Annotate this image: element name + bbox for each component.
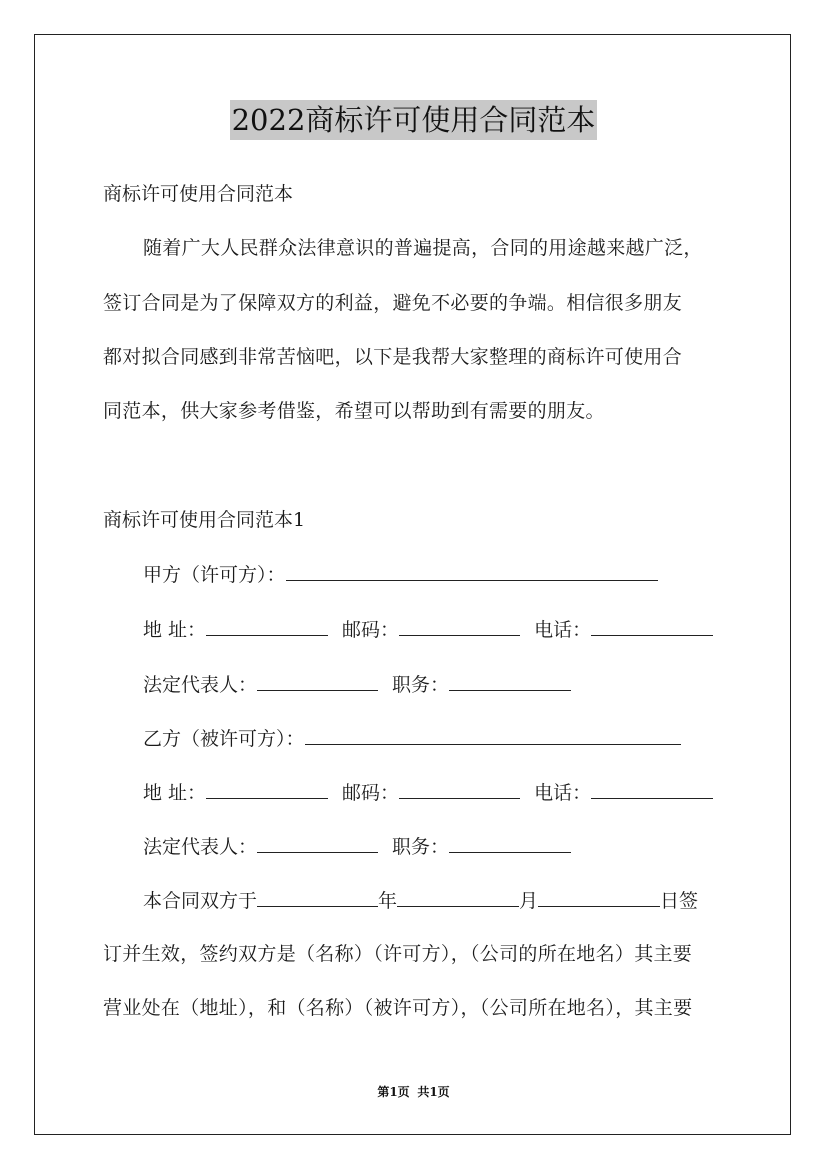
party-b-rep-row xyxy=(143,834,571,859)
party-b-contact-row xyxy=(143,780,713,805)
intro-line-2: 签订合同是为了保障双方的利益，避免不必要的争端。相信很多朋友 xyxy=(103,292,683,314)
body-line-2: 营业处在（地址），和（名称）（被许可方），（公司所在地名），其主要 xyxy=(103,997,693,1019)
signing-year-blank[interactable] xyxy=(257,888,378,907)
party-a-name-blank[interactable] xyxy=(286,562,658,581)
party-b-row xyxy=(143,726,681,751)
party-a-contact-row xyxy=(143,617,713,642)
signing-day-blank[interactable] xyxy=(538,888,660,907)
party-a-address-blank[interactable] xyxy=(206,617,328,636)
signing-year-label: 年 xyxy=(378,890,398,912)
party-a-label: 甲方（许可方）： xyxy=(143,564,286,586)
party-a-postcode-label: 邮码： xyxy=(342,619,400,641)
party-b-rep-label: 法定代表人： xyxy=(143,836,258,858)
party-b-label: 乙方（被许可方）： xyxy=(143,728,305,750)
signing-prefix: 本合同双方于 xyxy=(143,890,258,912)
party-b-address-blank[interactable] xyxy=(206,780,328,799)
page-total: 共1页 xyxy=(417,1085,450,1099)
title-block xyxy=(0,100,827,140)
party-b-position-blank[interactable] xyxy=(449,834,571,853)
intro-line-1: 随着广大人民群众法律意识的普遍提高，合同的用途越来越广泛， xyxy=(143,237,703,259)
party-b-phone-label: 电话： xyxy=(534,782,592,804)
party-b-address-label: 地 址： xyxy=(143,782,207,804)
party-a-rep-row xyxy=(143,672,571,697)
party-a-postcode-blank[interactable] xyxy=(399,617,520,636)
document-title: 2022商标许可使用合同范本 xyxy=(230,100,598,140)
intro-line-4: 同范本，供大家参考借鉴，希望可以帮助到有需要的朋友。 xyxy=(103,400,605,422)
signing-date-row xyxy=(143,888,698,913)
party-b-postcode-label: 邮码： xyxy=(342,782,400,804)
party-b-position-label: 职务： xyxy=(392,836,450,858)
party-b-postcode-blank[interactable] xyxy=(399,780,520,799)
party-a-rep-label: 法定代表人： xyxy=(143,674,258,696)
signing-month-label: 月 xyxy=(519,890,539,912)
body-line-1: 订并生效，签约双方是（名称）（许可方），（公司的所在地名）其主要 xyxy=(103,943,693,965)
page-footer xyxy=(0,1084,827,1100)
section-heading: 商标许可使用合同范本1 xyxy=(103,509,306,531)
party-a-rep-blank[interactable] xyxy=(257,672,378,691)
party-a-phone-blank[interactable] xyxy=(591,617,713,636)
party-a-position-label: 职务： xyxy=(392,674,450,696)
party-a-row xyxy=(143,562,658,587)
document-subtitle: 商标许可使用合同范本 xyxy=(103,183,294,205)
signing-month-blank[interactable] xyxy=(397,888,519,907)
party-b-phone-blank[interactable] xyxy=(591,780,713,799)
page-number: 第1页 xyxy=(377,1085,410,1099)
party-a-position-blank[interactable] xyxy=(449,672,571,691)
party-a-address-label: 地 址： xyxy=(143,619,207,641)
party-a-phone-label: 电话： xyxy=(534,619,592,641)
party-b-name-blank[interactable] xyxy=(305,726,681,745)
intro-line-3: 都对拟合同感到非常苦恼吧，以下是我帮大家整理的商标许可使用合 xyxy=(103,346,683,368)
party-b-rep-blank[interactable] xyxy=(257,834,378,853)
signing-day-suffix: 日签 xyxy=(660,890,699,912)
